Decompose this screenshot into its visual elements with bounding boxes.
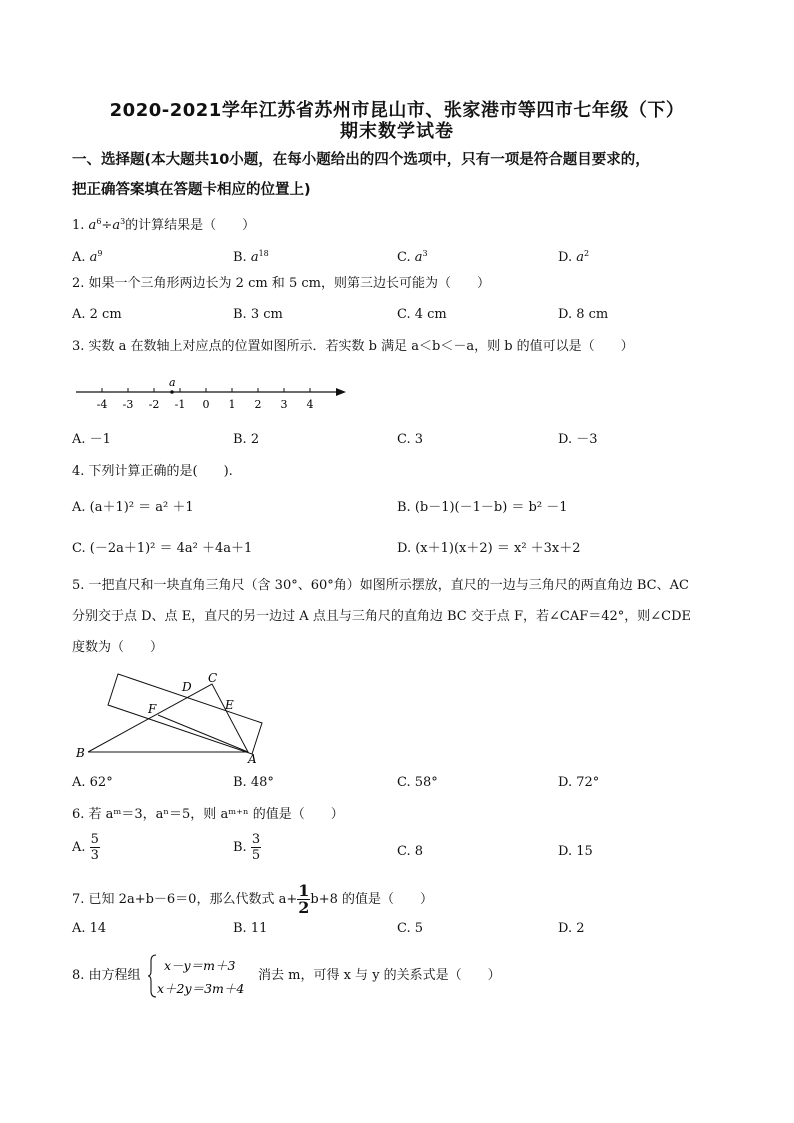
section-heading-line2: 把正确答案填在答题卡相应的位置上) [72, 182, 311, 198]
q1-option-c[interactable]: C. $a^3$ [397, 249, 428, 265]
question-5-stem-line1: 5. 一把直尺和一块直角三角尺（含 30°、60°角）如图所示摆放，直尺的一边与三角尺的两直角边 BC、AC [72, 578, 689, 593]
number-line-tick-label: -2 [148, 398, 160, 411]
q1-option-d[interactable]: D. $a^2$ [558, 249, 590, 265]
question-7-stem: 7. 已知 2a+b－6＝0，那么代数式 a+ $\frac{1}{2}$ b+8 的值是（ ） [72, 881, 433, 917]
q4-option-c[interactable]: C. (－2a＋1)² ＝ 4a² ＋4a＋1 [72, 541, 253, 556]
q1-exp1: 6 [96, 217, 102, 226]
number-line-point-label: a [169, 376, 176, 389]
ruler-triangle-figure [72, 668, 272, 768]
number-line-tick-label: 1 [228, 398, 236, 411]
q1-suffix: 的计算结果是（ ） [125, 218, 256, 233]
q1-number: 1. [72, 218, 89, 233]
q5-option-c[interactable]: C. 58° [397, 775, 438, 790]
q7-fraction: $\frac{1}{2}$ [298, 881, 310, 917]
q6-option-a[interactable]: A. $\frac{5}{3}$ [72, 832, 99, 863]
section-heading-line1: 一、选择题(本大题共10小题，在每小题给出的四个选项中，只有一项是符合题目要求的， [72, 152, 650, 168]
q1-base1: a [88, 218, 97, 233]
number-line-tick-label: -3 [122, 398, 134, 411]
number-line-tick-label: 2 [254, 398, 262, 411]
question-1-stem [72, 212, 722, 236]
q4-option-b[interactable]: B. (b－1)(－1－b) ＝ b² －1 [397, 500, 568, 515]
number-line-point-a [170, 390, 174, 394]
number-line-tick-label: -1 [174, 398, 186, 411]
q3-option-a[interactable]: A. －1 [72, 432, 111, 447]
question-8-stem-after: 消去 m，可得 x 与 y 的关系式是（ ） [258, 968, 501, 983]
question-2-stem: 2. 如果一个三角形两边长为 2 cm 和 5 cm，则第三边长可能为（ ） [72, 276, 490, 291]
equation-system [148, 953, 258, 999]
system-equation-2: x＋2y＝3m＋4 [157, 981, 245, 996]
number-line-tick-label: -4 [96, 398, 108, 411]
exam-title-line1: 2020-2021学年江苏省苏州市昆山市、张家港市等四市七年级（下） [109, 100, 685, 121]
question-8-stem-before: 8. 由方程组 [72, 968, 141, 983]
label-a: A [248, 752, 257, 766]
number-line-tick-label: 4 [306, 398, 314, 411]
q7-option-d[interactable]: D. 2 [558, 921, 585, 936]
label-f: F [148, 702, 157, 716]
number-line-tick-label: 3 [280, 398, 288, 411]
q6-option-d[interactable]: D. 15 [558, 844, 593, 859]
system-equation-1: x－y＝m＋3 [164, 958, 236, 973]
question-5-stem-line3: 度数为（ ） [72, 640, 164, 655]
number-line-arrow-icon [336, 388, 346, 396]
q6-option-b[interactable]: B. $\frac{3}{5}$ [233, 832, 261, 863]
q7-option-c[interactable]: C. 5 [397, 921, 424, 936]
number-line-figure [70, 372, 360, 418]
question-6-stem: 6. 若 aᵐ＝3，aⁿ＝5，则 aᵐ⁺ⁿ 的值是（ ） [72, 807, 344, 822]
q2-option-a[interactable]: A. 2 cm [72, 307, 122, 322]
q6-option-c[interactable]: C. 8 [397, 844, 424, 859]
q7-option-a[interactable]: A. 14 [72, 921, 107, 936]
q2-option-d[interactable]: D. 8 cm [558, 307, 609, 322]
q2-option-b[interactable]: B. 3 cm [233, 307, 283, 322]
q1-option-b[interactable]: B. $a^{18}$ [233, 249, 269, 265]
q1-base2: a [112, 218, 121, 233]
q4-option-a[interactable]: A. (a＋1)² ＝ a² ＋1 [72, 500, 194, 515]
q1-option-a[interactable]: A. $a^9$ [72, 249, 103, 265]
q6-option-a-fraction: $\frac{5}{3}$ [90, 832, 99, 863]
q3-option-b[interactable]: B. 2 [233, 432, 260, 447]
q6-option-b-fraction: $\frac{3}{5}$ [251, 832, 261, 863]
q3-option-c[interactable]: C. 3 [397, 432, 424, 447]
q1-operator: ÷ [101, 218, 113, 233]
question-3-stem: 3. 实数 a 在数轴上对应点的位置如图所示．若实数 b 满足 a＜b＜－a，则 b 的值可以是（ ） [72, 339, 634, 354]
q2-option-c[interactable]: C. 4 cm [397, 307, 447, 322]
q5-option-d[interactable]: D. 72° [558, 775, 600, 790]
q5-option-b[interactable]: B. 48° [233, 775, 274, 790]
q1-exp2: 3 [120, 217, 126, 226]
number-line-tick-label: 0 [202, 398, 210, 411]
question-4-stem: 4. 下列计算正确的是( ). [72, 464, 233, 479]
q4-option-d[interactable]: D. (x＋1)(x＋2) ＝ x² ＋3x＋2 [397, 541, 581, 556]
line-af [158, 715, 248, 752]
exam-title-line2: 期末数学试卷 [340, 121, 454, 142]
question-5-stem-line2: 分别交于点 D、点 E，直尺的另一边过 A 点且与三角尺的直角边 BC 交于点 F，若∠CAF＝42°，则∠CDE [72, 609, 692, 624]
q7-option-b[interactable]: B. 11 [233, 921, 268, 936]
label-c: C [208, 671, 218, 685]
q5-option-a[interactable]: A. 62° [72, 775, 113, 790]
label-e: E [225, 698, 234, 712]
q3-option-d[interactable]: D. －3 [558, 432, 598, 447]
label-d: D [182, 680, 192, 694]
label-b: B [76, 746, 85, 760]
left-brace-icon [148, 955, 156, 997]
